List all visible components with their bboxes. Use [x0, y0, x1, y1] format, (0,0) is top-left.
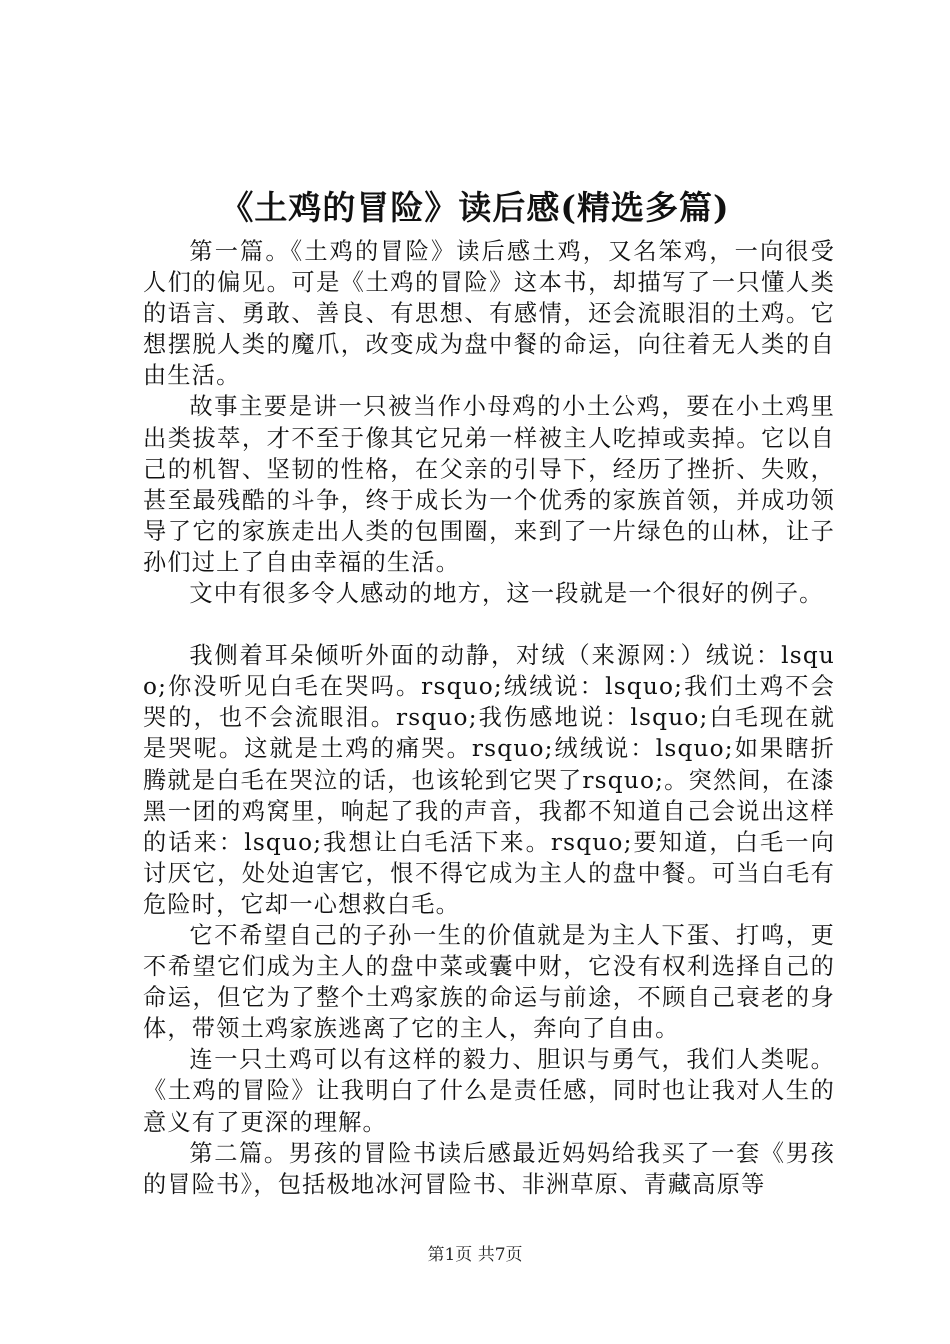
- document-body: [143, 236, 835, 1200]
- paragraph-3: 文中有很多令人感动的地方，这一段就是一个很好的例子。: [189, 580, 824, 608]
- document-title: 《土鸡的冒险》读后感(精选多篇): [220, 188, 730, 227]
- paragraph-6: 连一只土鸡可以有这样的毅力、胆识与勇气，我们人类呢。《土鸡的冒险》让我明白了什么是责任感，同时也让我对人生的意义有了更深的理解。: [143, 1046, 835, 1136]
- paragraph-5: 它不希望自己的子孙一生的价值就是为主人下蛋、打鸣，更不希望它们成为主人的盘中菜或囊中财，它没有权利选择自己的命运，但它为了整个土鸡家族的命运与前途，不顾自己衰老的身体，带领土鸡家族逃离了它的主人，奔向了自由。: [143, 921, 835, 1043]
- paragraph-7: 第二篇。男孩的冒险书读后感最近妈妈给我买了一套《男孩的冒险书》，包括极地冰河冒险书、非洲草原、青藏高原等: [143, 1139, 835, 1198]
- paragraph-4: 我侧着耳朵倾听外面的动静，对绒（来源网：）绒说：lsquo;你没听见白毛在哭吗。rsquo;绒绒说：lsquo;我们土鸡不会哭的，也不会流眼泪。rsquo;我伤感地说：lsquo;白毛现在就是哭呢。这就是土鸡的痛哭。rsquo;绒绒说：lsquo;如果瞎折腾就是白毛在哭泣的话，也该轮到它哭了rsquo;。突然间，在漆黑一团的鸡窝里，响起了我的声音，我都不知道自己会说出这样的话来：lsquo;我想让白毛活下来。rsquo;要知道，白毛一向讨厌它，处处迫害它，恨不得它成为主人的盘中餐。可当白毛有危险时，它却一心想救白毛。: [143, 642, 835, 918]
- paragraph-2: 故事主要是讲一只被当作小母鸡的小土公鸡，要在小土鸡里出类拔萃，才不至于像其它兄弟一样被主人吃掉或卖掉。它以自己的机智、坚韧的性格，在父亲的引导下，经历了挫折、失败，甚至最残酷的斗争，终于成长为一个优秀的家族首领，并成功领导了它的家族走出人类的包围圈，来到了一片绿色的山林，让子孙们过上了自由幸福的生活。: [143, 393, 835, 576]
- page-number-footer: 第1页 共7页: [427, 1245, 523, 1265]
- paragraph-1: 第一篇。《土鸡的冒险》读后感土鸡，又名笨鸡，一向很受人们的偏见。可是《土鸡的冒险》这本书，却描写了一只懂人类的语言、勇敢、善良、有思想、有感情，还会流眼泪的土鸡。它想摆脱人类的魔爪，改变成为盘中餐的命运，向往着无人类的自由生活。: [143, 238, 835, 390]
